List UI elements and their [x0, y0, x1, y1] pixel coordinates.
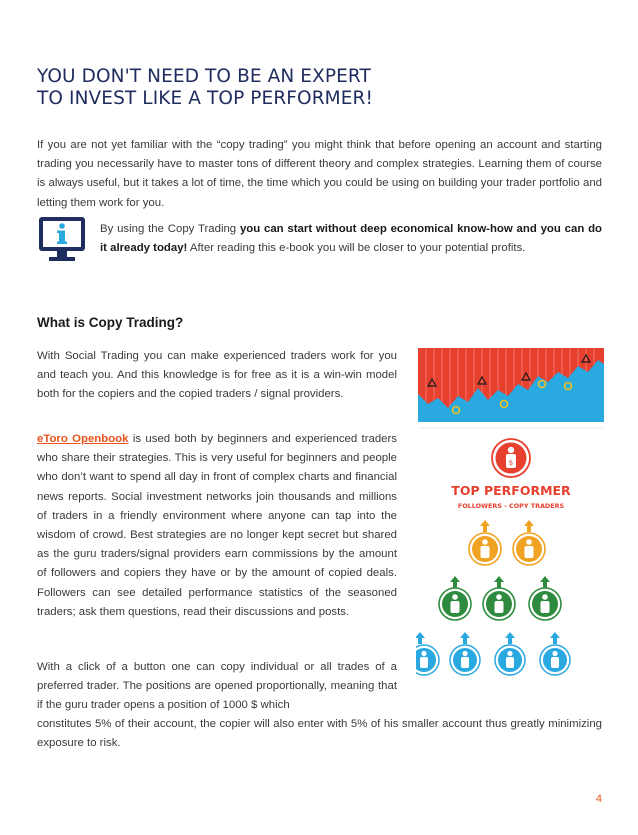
section-title: What is Copy Trading? [37, 315, 184, 330]
page-title-line-1: YOU DON'T NEED TO BE AN EXPERT [37, 66, 371, 87]
page-number: 4 [595, 793, 602, 805]
info-callout [100, 220, 602, 258]
green-follower-row [439, 576, 561, 620]
top-performer-label: TOP PERFORMER [451, 483, 571, 498]
page-title-line-2: TO INVEST LIKE A TOP PERFORMER! [37, 88, 373, 109]
intro-paragraph: If you are not yet familiar with the “copy trading” you might think that before opening an account and starting trading you necessarily have to master tons of different theory and complex strategies. Learning them of course is always useful, but it takes a lot of time, the time which you could be using on building your trader portfolio and letting them work for you. [37, 139, 602, 209]
followers-label: FOLLOWERS - COPY TRADERS [457, 502, 565, 510]
info-callout-lead: By using the Copy Trading [100, 223, 240, 235]
svg-text:$: $ [508, 459, 514, 467]
paragraph-openbook-text: is used both by beginners and experienced traders who share their strategies. This is very useful for beginners and people who don’t want to spend all day in front of complex charts and financial news reports. Social investment networks join thousands and millions of traders in a friendly environment where anyone can tap into the wisdom of crowd. Best strategies are no longer kept secret but shared as the guru traders/signal providers earn commissions by the amount of followers and copiers they have or by the amount of copied deals. Followers can see detailed performance statistics of the seasoned traders; ask them questions, read their discussions and posts. [37, 433, 397, 618]
info-monitor-icon [37, 213, 87, 263]
paragraph-openbook [37, 430, 397, 622]
info-callout-tail: After reading this e-book you will be closer to your potential profits. [187, 242, 526, 255]
info-callout-bold: you can start without deep economical know-how and you can do it already today! [100, 223, 602, 255]
orange-follower-row [469, 520, 545, 565]
trading-chart-graphic [418, 348, 604, 422]
blue-follower-row [416, 632, 570, 675]
copy-trading-illustration [416, 346, 606, 706]
paragraph-copy-click-continued: constitutes 5% of their account, the copier will also enter with 5% of his smaller account thus greatly minimizing exposure to risk. [37, 718, 602, 750]
paragraph-copy-click: With a click of a button one can copy individual or all trades of a preferred trader. The positions are opened proportionally, meaning that if the guru trader opens a position of 1000 $ which [37, 661, 397, 712]
page-title [37, 66, 597, 110]
top-performer-person-icon [492, 439, 530, 477]
etoro-openbook-link[interactable]: eToro Openbook [37, 433, 129, 445]
paragraph-social-trading: With Social Trading you can make experienced traders work for you and teach you. And this knowledge is for free as it is a win-win model both for the copiers and the copied traders / signal providers. [37, 350, 397, 401]
